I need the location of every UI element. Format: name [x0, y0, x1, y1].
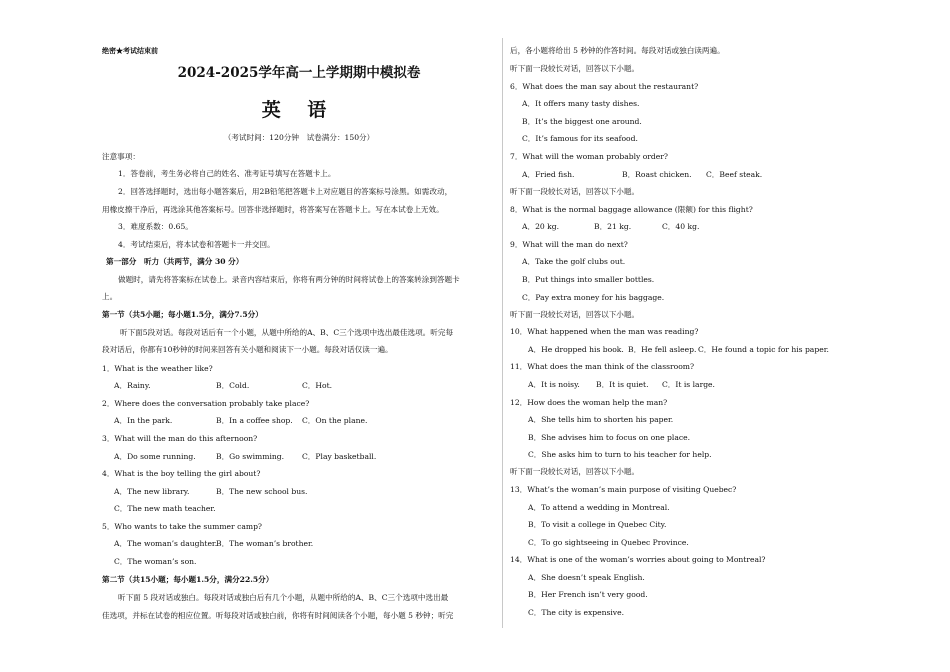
option-5a: A．The woman’s daughter.	[114, 539, 218, 548]
option-6a: A．It offers many tasty dishes.	[522, 99, 640, 108]
option-8b: B．21 kg.	[594, 222, 632, 231]
listen-instruction: 听下面一段较长对话，回答以下小题。	[510, 310, 640, 319]
option-9c: C．Pay extra money for his baggage.	[522, 293, 665, 302]
option-2b: B．In a coffee shop.	[216, 416, 293, 425]
option-8a: A．20 kg.	[522, 222, 560, 231]
option-10a: A．He dropped his book.	[528, 345, 624, 354]
section1-intro: 听下面5段对话。每段对话后有一个小题，从题中所给的A、B、C三个选项中选出最佳选项。听完每	[120, 328, 454, 337]
question-14: 14．What is one of the woman’s worries about going to Montreal?	[510, 555, 766, 564]
note-item: 4．考试结束后，将本试卷和答题卡一并交回。	[118, 240, 275, 249]
option-10b: B．He fell asleep.	[628, 345, 697, 354]
option-8c: C．40 kg.	[662, 222, 700, 231]
confidential-label: 绝密★考试结束前	[102, 46, 158, 55]
option-5c: C．The woman’s son.	[114, 557, 197, 566]
option-4b: B．The new school bus.	[216, 487, 308, 496]
listen-instruction: 听下面一段较长对话，回答以下小题。	[510, 64, 640, 73]
listen-instruction: 听下面一段较长对话，回答以下小题。	[510, 187, 640, 196]
part1-heading: 第一部分 听力（共两节，满分 30 分）	[106, 257, 244, 266]
option-13a: A．To attend a wedding in Montreal.	[528, 503, 670, 512]
option-13b: B．To visit a college in Quebec City.	[528, 520, 667, 529]
column-divider	[502, 38, 503, 628]
question-13: 13．What’s the woman’s main purpose of visiting Quebec?	[510, 485, 737, 494]
option-11c: C．It is large.	[662, 380, 715, 389]
section2-intro: 佳选项，并标在试卷的相应位置。听每段对话或独白前，你将有时间阅读各个小题，每小题 5 秒钟；听完	[102, 611, 454, 620]
note-item: 2．回答选择题时，选出每小题答案后，用2B铅笔把答题卡上对应题目的答案标号涂黑。如需改动，	[118, 187, 453, 196]
option-9b: B．Put things into smaller bottles.	[522, 275, 655, 284]
question-3: 3．What will the man do this afternoon?	[102, 434, 258, 443]
option-4c: C．The new math teacher.	[114, 504, 216, 513]
option-5b: B．The woman’s brother.	[216, 539, 314, 548]
option-14c: C．The city is expensive.	[528, 608, 624, 617]
listen-instruction: 听下面一段较长对话，回答以下小题。	[510, 467, 640, 476]
question-9: 9．What will the man do next?	[510, 240, 628, 249]
left-column	[102, 0, 496, 672]
part1-intro: 做题时，请先将答案标在试卷上。录音内容结束后，你将有两分钟的时间将试卷上的答案转涂到答题卡	[118, 275, 460, 284]
option-1c: C．Hot.	[302, 381, 333, 390]
page-title: 2024-2025学年高一上学期期中模拟卷	[177, 65, 421, 81]
section2-heading: 第二节（共15小题；每小题1.5分，满分22.5分）	[102, 575, 274, 584]
right-column	[510, 0, 904, 672]
option-2a: A．In the park.	[114, 416, 173, 425]
question-6: 6．What does the man say about the restaurant?	[510, 82, 699, 91]
notes-heading: 注意事项：	[102, 152, 140, 161]
part1-intro: 上。	[102, 292, 118, 301]
question-4: 4．What is the boy telling the girl about?	[102, 469, 261, 478]
continued-line: 后，各小题将给出 5 秒钟的作答时间。每段对话或独白读两遍。	[510, 46, 725, 55]
option-2c: C．On the plane.	[302, 416, 368, 425]
question-10: 10．What happened when the man was reading?	[510, 327, 699, 336]
question-2: 2．Where does the conversation probably take place?	[102, 399, 310, 408]
option-13c: C．To go sightseeing in Quebec Province.	[528, 538, 689, 547]
section1-heading: 第一节（共5小题；每小题1.5分，满分7.5分）	[102, 310, 263, 319]
question-11: 11．What does the man think of the classroom?	[510, 362, 695, 371]
note-item: 用橡皮擦干净后，再选涂其他答案标号。回答非选择题时，将答案写在答题卡上。写在本试卷上无效。	[102, 205, 444, 214]
option-12c: C．She asks him to turn to his teacher for help.	[528, 450, 712, 459]
option-3c: C．Play basketball.	[302, 452, 377, 461]
option-3a: A．Do some running.	[114, 452, 196, 461]
option-11a: A．It is noisy.	[528, 380, 580, 389]
note-item: 3．难度系数：0.65。	[118, 222, 193, 231]
option-11b: B．It is quiet.	[596, 380, 649, 389]
question-5: 5．Who wants to take the summer camp?	[102, 522, 263, 531]
option-7b: B．Roast chicken.	[622, 170, 692, 179]
section2-intro: 听下面 5 段对话或独白。每段对话或独白后有几个小题，从题中所给的A、B、C三个选项中选出最	[118, 593, 449, 602]
question-1: 1．What is the weather like?	[102, 364, 213, 373]
note-item: 1．答卷前，考生务必将自己的姓名、准考证号填写在答题卡上。	[118, 169, 336, 178]
section1-intro: 段对话后，你都有10秒钟的时间来回答有关小题和阅读下一小题。每段对话仅读一遍。	[102, 345, 393, 354]
subject-title: 英 语	[261, 99, 337, 121]
option-1a: A．Rainy.	[114, 381, 151, 390]
option-10c: C．He found a topic for his paper.	[698, 345, 829, 354]
question-12: 12．How does the woman help the man?	[510, 398, 668, 407]
option-4a: A．The new library.	[114, 487, 190, 496]
option-1b: B．Cold.	[216, 381, 250, 390]
option-14b: B．Her French isn’t very good.	[528, 590, 648, 599]
option-3b: B．Go swimming.	[216, 452, 285, 461]
question-8: 8．What is the normal baggage allowance (限额) for this flight?	[510, 205, 753, 214]
exam-info: （考试时间：120分钟 试卷满分：150分）	[223, 133, 375, 142]
option-6c: C．It’s famous for its seafood.	[522, 134, 638, 143]
option-7a: A．Fried fish.	[522, 170, 575, 179]
option-9a: A．Take the golf clubs out.	[522, 257, 626, 266]
option-6b: B．It’s the biggest one around.	[522, 117, 642, 126]
option-12a: A．She tells him to shorten his paper.	[528, 415, 674, 424]
question-7: 7．What will the woman probably order?	[510, 152, 668, 161]
option-7c: C．Beef steak.	[706, 170, 763, 179]
option-12b: B．She advises him to focus on one place.	[528, 433, 691, 442]
option-14a: A．She doesn’t speak English.	[528, 573, 645, 582]
